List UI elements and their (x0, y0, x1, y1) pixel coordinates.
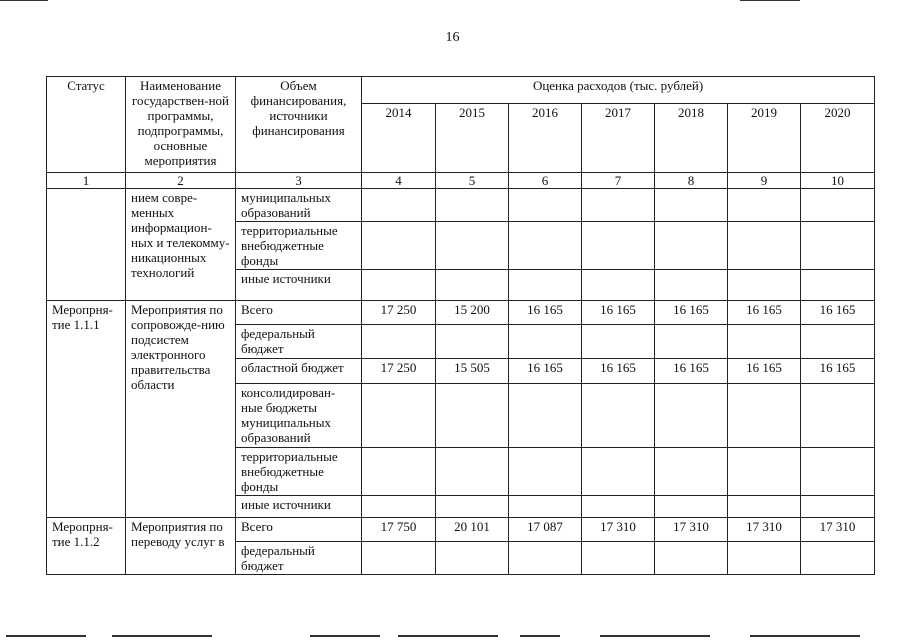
program-name-cell: Мероприятия по переводу услуг в (126, 518, 236, 575)
value-cell: 16 165 (801, 301, 875, 325)
column-index: 10 (801, 173, 875, 189)
value-cell (362, 325, 436, 359)
value-cell: 15 200 (436, 301, 509, 325)
header-estimate: Оценка расходов (тыс. рублей) (362, 77, 875, 104)
column-index: 2 (126, 173, 236, 189)
bottom-rule (112, 635, 212, 637)
value-cell (801, 542, 875, 575)
value-cell (655, 325, 728, 359)
source-cell: иные источники (236, 496, 362, 518)
value-cell: 16 165 (509, 301, 582, 325)
header-financing: Объем финансирования, источники финансирования (236, 77, 362, 173)
column-index: 6 (509, 173, 582, 189)
value-cell: 16 165 (655, 359, 728, 384)
bottom-rule (398, 635, 498, 637)
value-cell: 17 310 (582, 518, 655, 542)
value-cell: 20 101 (436, 518, 509, 542)
column-index: 1 (47, 173, 126, 189)
source-cell: территориальные внебюджетные фонды (236, 222, 362, 270)
source-cell: Всего (236, 518, 362, 542)
source-cell: территориальные внебюджетные фонды (236, 448, 362, 496)
source-cell: консолидирован-ные бюджеты муниципальных образований (236, 384, 362, 448)
source-cell: областной бюджет (236, 359, 362, 384)
header-year: 2018 (655, 104, 728, 173)
value-cell (436, 325, 509, 359)
header-year: 2015 (436, 104, 509, 173)
value-cell: 16 165 (655, 301, 728, 325)
value-cell (655, 542, 728, 575)
value-cell: 15 505 (436, 359, 509, 384)
value-cell (728, 325, 801, 359)
page-number: 16 (445, 30, 460, 45)
column-index: 9 (728, 173, 801, 189)
value-cell: 16 165 (728, 301, 801, 325)
value-cell: 17 310 (728, 518, 801, 542)
source-cell: Всего (236, 301, 362, 325)
value-cell: 17 310 (655, 518, 728, 542)
value-cell (362, 542, 436, 575)
bottom-rule (520, 635, 560, 637)
column-index: 3 (236, 173, 362, 189)
top-rule-right (740, 0, 800, 1)
value-cell: 16 165 (509, 359, 582, 384)
value-cell: 17 087 (509, 518, 582, 542)
bottom-rule (6, 635, 86, 637)
header-status: Статус (47, 77, 126, 173)
source-cell: муниципальных образований (236, 189, 362, 222)
header-year: 2019 (728, 104, 801, 173)
source-cell: федеральный бюджет (236, 325, 362, 359)
status-cell: Меропрня-тие 1.1.1 (47, 301, 126, 518)
value-cell: 17 310 (801, 518, 875, 542)
program-name-cell: нием совре-менных информацион-ных и телекомму-никационных технологий (126, 189, 236, 301)
header-year: 2020 (801, 104, 875, 173)
column-index: 5 (436, 173, 509, 189)
bottom-rule (310, 635, 380, 637)
value-cell (728, 542, 801, 575)
value-cell (509, 325, 582, 359)
column-index: 8 (655, 173, 728, 189)
value-cell: 16 165 (582, 301, 655, 325)
value-cell (509, 542, 582, 575)
value-cell (801, 325, 875, 359)
source-cell: иные источники (236, 270, 362, 301)
value-cell: 17 250 (362, 359, 436, 384)
value-cell: 16 165 (582, 359, 655, 384)
value-cell (436, 542, 509, 575)
header-year: 2017 (582, 104, 655, 173)
status-cell (47, 189, 126, 301)
source-cell: федеральный бюджет (236, 542, 362, 575)
bottom-rule (600, 635, 710, 637)
status-cell: Меропрня-тие 1.1.2 (47, 518, 126, 575)
top-rule-left (0, 0, 48, 1)
value-cell: 17 750 (362, 518, 436, 542)
value-cell: 16 165 (728, 359, 801, 384)
header-year: 2014 (362, 104, 436, 173)
value-cell (582, 542, 655, 575)
header-year: 2016 (509, 104, 582, 173)
column-index: 7 (582, 173, 655, 189)
value-cell (582, 325, 655, 359)
value-cell: 17 250 (362, 301, 436, 325)
value-cell: 16 165 (801, 359, 875, 384)
budget-table (46, 76, 875, 575)
column-index: 4 (362, 173, 436, 189)
program-name-cell: Мероприятия по сопровожде-нию подсистем электронного правительства области (126, 301, 236, 518)
header-program-name: Наименование государствен-ной программы, подпрограммы, основные мероприятия (126, 77, 236, 173)
bottom-rule (750, 635, 860, 637)
